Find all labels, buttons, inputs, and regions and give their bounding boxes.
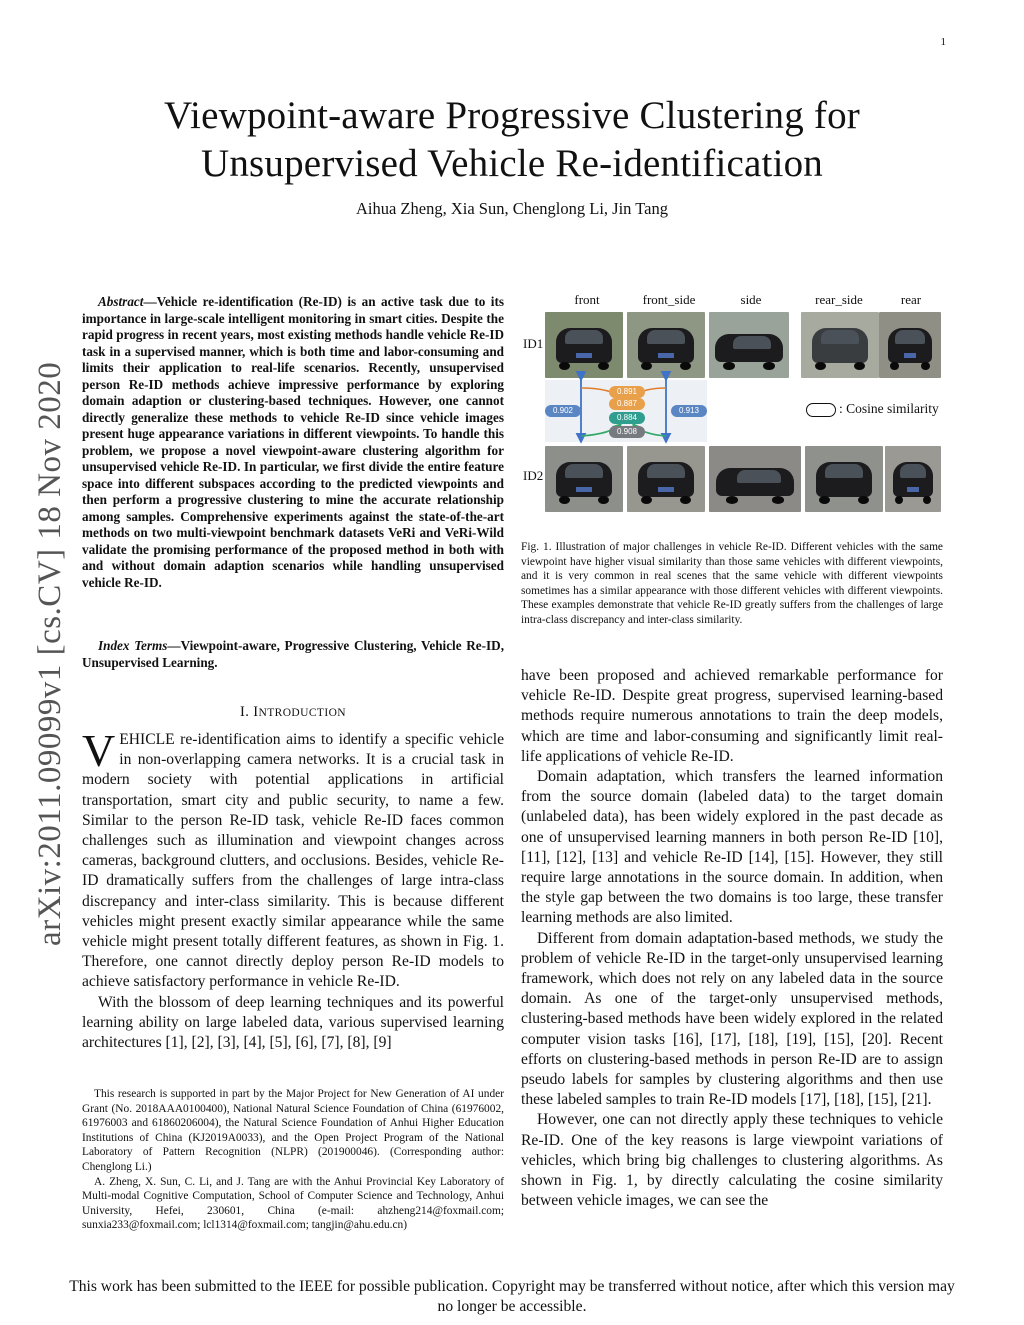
title-line-2: Unsupervised Vehicle Re-identification — [200, 142, 824, 185]
figure-caption: Fig. 1. Illustration of major challenges in vehicle Re-ID. Different vehicles with the same viewpoint have higher visual similarity than those same vehicles with different viewpoints, and it is very common in real scenes that the same vehicle with different viewpoints sometimes has a similar appearance with those different vehicles with different viewpoints. These examples demonstrate that vehicle Re-ID greatly suffers from the challenges of large intra-class discrepancy and inter-class similarity. — [521, 541, 943, 626]
score-pill: 0.908 — [609, 426, 645, 438]
vehicle-photo-id2-side — [709, 446, 801, 512]
viewpoint-label-front: front — [574, 292, 600, 307]
legend-text: : Cosine similarity — [839, 401, 939, 416]
id2-label: ID2 — [523, 468, 544, 483]
vehicle-photo-id2-rear — [885, 446, 941, 512]
right-column-text — [521, 666, 943, 1211]
footnote-funding: This research is supported in part by the Major Project for New Generation of AI under Grant (No. 2018AAA0100400), National Natural Science Foundation of China (61976002, 61976003 and 61860206004), the Natural Science Foundation of Anhui Higher Education Institutions of China (KJ2019A0033), and the Open Project Program of the National Laboratory of Pattern Recognition (NLPR) (201900046). (Corresponding author: Chenglong Li.) — [82, 1088, 504, 1173]
score-pill: 0.891 — [609, 386, 645, 398]
index-terms: Index Terms—Viewpoint-aware, Progressive Clustering, Vehicle Re-ID, Unsupervised Learning. — [82, 638, 504, 670]
figure-1 — [521, 288, 943, 528]
score-pill: 0.913 — [671, 405, 707, 417]
section-title-first: I — [253, 704, 259, 720]
legend-pill-icon — [806, 403, 836, 417]
index-terms-text: Viewpoint-aware, Progressive Clustering, Vehicle Re-ID, Unsupervised Learning. — [82, 638, 504, 670]
vehicle-photo-id2-front — [545, 446, 623, 512]
score-pill: 0.884 — [609, 412, 645, 424]
ieee-copyright-notice: This work has been submitted to the IEEE for possible publication. Copyright may be transferred without notice, after which this version may no longer be accessible. — [69, 1278, 955, 1315]
footnote-affiliations: A. Zheng, X. Sun, C. Li, and J. Tang are with the Anhui Provincial Key Laboratory of Multi-modal Cognitive Computation, School of Computer Science and Technology, Anhui University, Hefei, 230601, China (e-mail: ahzheng214@foxmail.com; sunxia233@foxmail.com; lcl1314@foxmail.com; tangjin@ahu.edu.cn) — [82, 1175, 504, 1232]
right-paragraph-4: However, one can not directly apply these techniques to vehicle Re-ID. One of the key reasons is large viewpoint variations of vehicles, which bring big challenges to clustering algorithms. As shown in Fig. 1, by directly calculating the cosine similarity between vehicle images, we can see the — [521, 1111, 943, 1210]
id1-label: ID1 — [523, 336, 544, 351]
viewpoint-label-rear-side: rear_side — [815, 292, 863, 307]
viewpoint-label-side: side — [740, 292, 762, 307]
score-pill: 0.887 — [609, 398, 645, 410]
author-list: Aihua Zheng, Xia Sun, Chenglong Li, Jin Tang — [355, 199, 668, 218]
score-pill: 0.902 — [545, 405, 581, 417]
dropcap: V — [82, 725, 116, 776]
arxiv-stamp: arXiv:2011.09099v1 [cs.CV] 18 Nov 2020 — [32, 361, 68, 946]
index-terms-label: Index Terms — [98, 638, 168, 653]
section-heading — [82, 704, 504, 721]
abstract: Abstract—Vehicle re-identification (Re-ID) is an active task due to its importance in large-scale intelligent monitoring in smart cities. Despite the rapid progress in recent years, most existing methods handle vehicle Re-ID task in a supervised manner, which is both time and labor-consuming and limits their application to real-life scenarios. Recently, unsupervised person Re-ID methods achieve impressive performance by exploring domain adaption or clustering-based techniques. However, one cannot directly generalize these methods to vehicle Re-ID since vehicle images present huge appearance variations in different viewpoints. To handle this problem, we propose a novel viewpoint-aware clustering algorithm for unsupervised vehicle Re-ID. In particular, we first divide the entire feature space into different subspaces according to the predicted viewpoints and then perform a progressive clustering to mine the accurate relationship among samples. Comprehensive experiments against the state-of-the-art methods on two multi-viewpoint benchmark datasets VeRi and VeRi-Wild validate the promising performance of the proposed method in both with and without domain adaption scenarios while handling unsupervised vehicle Re-ID. — [82, 294, 504, 590]
vehicle-photo-id2-rear-side — [805, 446, 883, 512]
intro-paragraph-2: With the blossom of deep learning techniques and its powerful learning ability on large labeled data, various supervised learning architectures [1], [2], [3], [4], [5], [6], [7], [8], [9] — [82, 993, 504, 1052]
viewpoint-label-front-side: front_side — [642, 292, 696, 307]
title-line-1: Viewpoint-aware Progressive Clustering for — [164, 94, 860, 137]
right-paragraph-3: Different from domain adaptation-based methods, we study the problem of vehicle Re-ID in the target-only unsupervised learning framework, which does not rely on any labeled data in the source domain. As one of the target-only unsupervised methods, clustering-based methods have been widely explored in the related computer vision tasks [16], [17], [18], [19], [15], [20]. Recent efforts on clustering-based methods in person Re-ID are to assign pseudo labels for samples by clustering algorithms and then use these labeled samples to train Re-ID models [17], [18], [15], [21]. — [521, 929, 943, 1109]
vehicle-photo-id2-front-side — [627, 446, 705, 512]
arxiv-sidebar — [28, 346, 72, 946]
intro-paragraph-1: VEHICLE re-identification aims to identify a specific vehicle in non-overlapping camera networks. It is a crucial task in modern society with potential applications in artificial transportation, smart city and public security, to name a few. Similar to the person Re-ID task, vehicle Re-ID faces common challenges such as illumination and viewpoint changes across cameras, background clutters, and occlusions. Besides, vehicle Re-ID dramatically suffers from the challenges of large intra-class discrepancy and inter-class similarity. This is because different vehicles might present exactly similar appearance while the same vehicle might present totally different features, as shown in Fig. 1. Therefore, one cannot directly deploy person Re-ID models to achieve satisfactory performance in vehicle Re-ID. — [82, 725, 504, 991]
abstract-text: Vehicle re-identification (Re-ID) is an active task due to its importance in large-scale intelligent monitoring in smart cities. Despite the rapid progress in recent years, most existing methods handle vehicle Re-ID task in a supervised manner, which is both time and labor-consuming and limits their application to real-life scenarios. Recently, unsupervised person Re-ID methods achieve impressive performance by exploring domain adaption or clustering-based techniques. However, one cannot directly generalize these methods to vehicle Re-ID since vehicle images present huge appearance variations in different viewpoints. To handle this problem, we propose a novel viewpoint-aware clustering algorithm for unsupervised vehicle Re-ID. In particular, we first divide the entire feature space into different subspaces according to the predicted viewpoints and then perform a progressive clustering to mine the accurate relationship among samples. Comprehensive experiments against the state-of-the-art methods on two multi-viewpoint benchmark datasets VeRi and VeRi-Wild validate the promising performance of the proposed method in both with and without domain adaption scenarios while handling unsupervised vehicle Re-ID. — [82, 294, 504, 590]
paper-title — [0, 92, 1024, 188]
footnote — [82, 1087, 504, 1233]
viewpoint-label-rear: rear — [900, 292, 922, 307]
right-paragraph-1: have been proposed and achieved remarkable performance for vehicle Re-ID. Despite great progress, supervised learning-based methods require numerous annotations to train the deep models, which are time and labor-consuming and significantly limit real-life applications of vehicle Re-ID. — [521, 667, 943, 765]
abstract-label: Abstract — [98, 294, 144, 309]
page-number: 1 — [940, 36, 946, 48]
section-title-rest: NTRODUCTION — [258, 707, 346, 719]
right-paragraph-2: Domain adaptation, which transfers the learned information from the source domain (labeled data) to the target domain (unlabeled data), has been widely explored in the past decade as one of unsupervised learning manners in both person Re-ID [10], [11], [12], [13] and vehicle Re-ID [14], [15]. However, they still require large annotations in the source domain. In addition, when the style gap between the two domains is too large, these transfer learning methods are also limited. — [521, 768, 943, 927]
introduction-text — [82, 725, 504, 1053]
section-number: I. — [240, 704, 250, 720]
